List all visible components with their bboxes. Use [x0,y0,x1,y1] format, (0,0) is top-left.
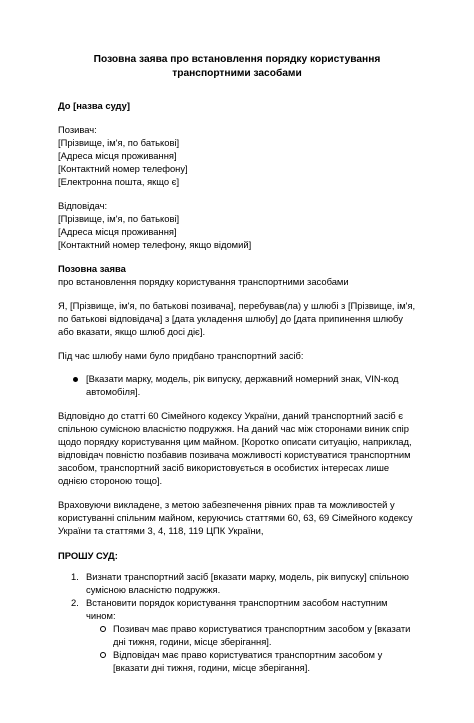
plaintiff-phone: [Контактний номер телефону] [58,163,188,174]
demands-heading: ПРОШУ СУД: [58,550,118,561]
purchased-paragraph: Під час шлюбу нами було придбано транспортний засіб: [58,350,304,361]
list-number: 2. [71,597,79,608]
sub-demand-text: Позивач має право користуватися транспортним засобом у [вказати дні тижня, години, місце зберігання]. [113,623,411,647]
defendant-address: [Адреса місця проживання] [58,226,177,237]
sub-demand-text: Відповідач має право користуватися транспортним засобом у [вказати дні тижня, години, місце зберігання]. [113,649,383,673]
plaintiff-address: [Адреса місця проживання] [58,150,177,161]
defendant-label: Відповідач: [58,200,108,211]
claim-heading: Позовна заява [58,263,126,274]
demand-text: Визнати транспортний засіб [вказати марку, модель, рік випуску] спільною сумісною власністю подружжя. [86,571,409,595]
defendant-name: [Прізвище, ім'я, по батькові] [58,213,180,224]
circle-bullet-icon [100,652,106,658]
list-item [58,596,416,674]
court-name: До [назва суду] [58,100,130,111]
considering-paragraph: Враховуючи викладене, з метою забезпечення рівних прав та можливостей у користуванні спільним майном, керуючись статтями 60, 63, 69 Сімейного кодексу України та статтями 3, 4, 118, 119 ЦПК України, [58,499,413,536]
plaintiff-name: [Прізвище, ім'я, по батькові] [58,137,180,148]
plaintiff-label: Позивач: [58,124,97,135]
plaintiff-block [58,123,416,188]
list-item [58,372,416,398]
article-60-paragraph: Відповідно до статті 60 Сімейного кодексу України, даний транспортний засіб є спільною сумісною власністю подружжя. На даний час між сторонами виник спір щодо порядку користування цим майном. [Коротко описати ситуацію, наприклад, відповідач повністю позбавив позивача можливості користуватися транспортним засобом, транспортний засіб використовується в особистих інтересах лише однією стороною тощо]. [58,410,412,486]
list-item [86,622,416,648]
circle-bullet-icon [100,626,106,632]
sub-list [86,622,416,674]
claim-header [58,262,416,288]
list-item [86,648,416,674]
defendant-block [58,199,416,251]
document-page [0,53,474,723]
claim-subheading: про встановлення порядку користування транспортними засобами [58,276,349,287]
document-title: Позовна заява про встановлення порядку користування транспортними засобами [93,54,381,79]
plaintiff-email: [Електронна пошта, якщо є] [58,176,180,187]
list-number: 1. [71,571,79,582]
bullet-icon [73,377,78,382]
marriage-paragraph: Я, [Прізвище, ім'я, по батькові позивача], перебував(ла) у шлюбі з [Прізвище, ім'я, по батькові відповідача] з [дата укладення шлюбу] до [дата припинення шлюбу або вказати, якщо шлюб досі діє]. [58,300,416,337]
list-item [58,570,416,596]
vehicle-list [58,372,416,398]
defendant-phone: [Контактний номер телефону, якщо відомий] [58,239,252,250]
demands-list [58,570,416,674]
vehicle-details: [Вказати марку, модель, рік випуску, державний номерний знак, VIN-код автомобіля]. [86,373,399,397]
demand-text: Встановити порядок користування транспортним засобом наступним чином: [86,597,388,621]
